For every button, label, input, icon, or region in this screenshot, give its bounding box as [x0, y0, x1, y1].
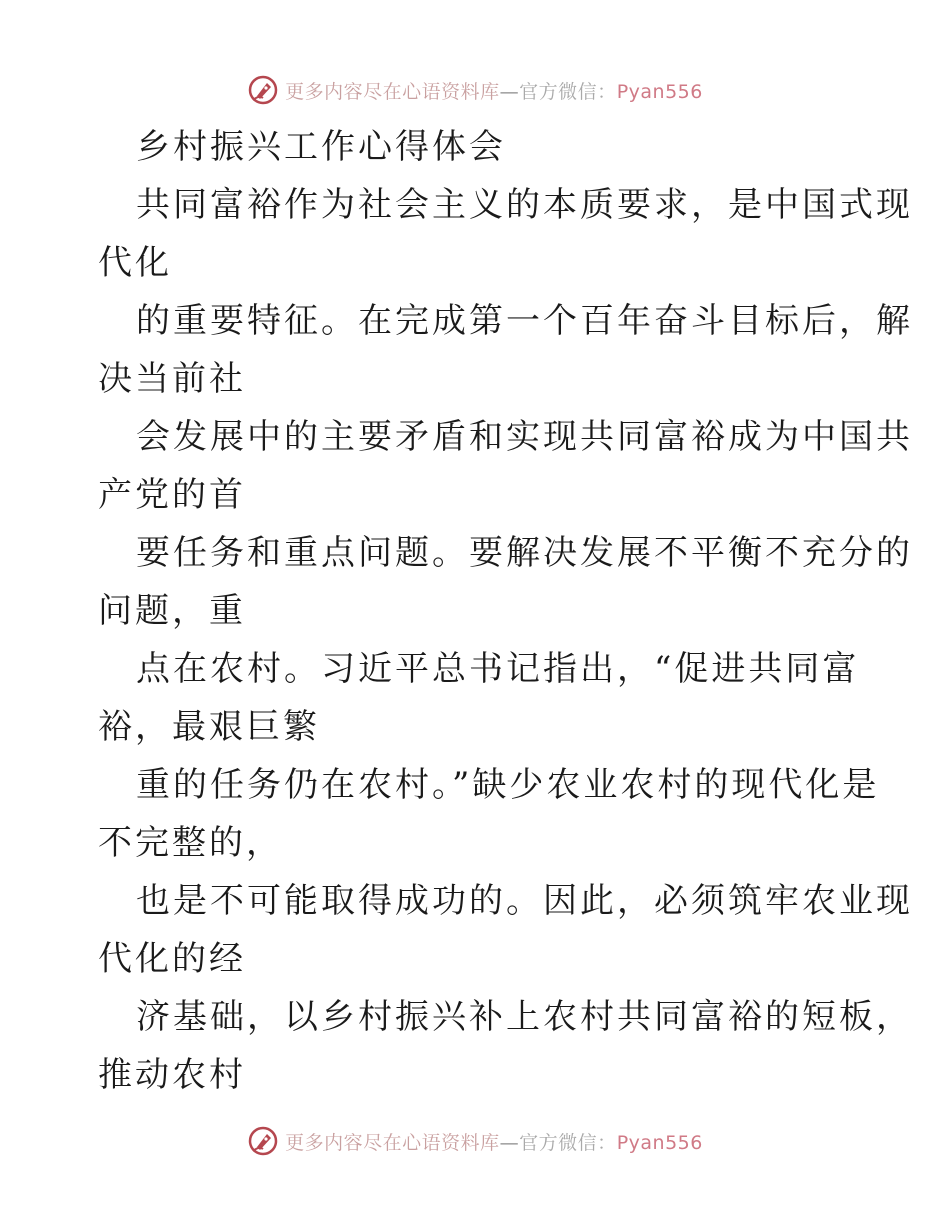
document-body: [98, 118, 913, 1104]
text-line: 的重要特征。在完成第一个百年奋斗目标后，解: [136, 301, 913, 341]
text-line: 代化: [98, 243, 172, 283]
banner-wechat-label: 官方微信：: [519, 80, 617, 103]
header-banner: [0, 70, 950, 110]
text-line: 推动农村: [98, 1055, 246, 1095]
banner-separator: —: [499, 1131, 520, 1154]
text-line: 重的任务仍在农村。”缺少农业农村的现代化是: [136, 765, 880, 805]
text-line: 要任务和重点问题。要解决发展不平衡不充分的: [136, 533, 913, 573]
text-line: 裕，最艰巨繁: [98, 707, 320, 747]
banner-wechat-id: Pyan556: [616, 80, 703, 103]
text-line: 决当前社: [98, 359, 246, 399]
banner-wechat-id: Pyan556: [616, 1131, 703, 1154]
text-line: 产党的首: [98, 475, 246, 515]
text-line: 会发展中的主要矛盾和实现共同富裕成为中国共: [136, 417, 913, 457]
text-line: 代化的经: [98, 939, 246, 979]
text-line: 也是不可能取得成功的。因此，必须筑牢农业现: [136, 881, 913, 921]
document-title: 乡村振兴工作心得体会: [136, 127, 506, 167]
banner-wechat-label: 官方微信：: [519, 1131, 617, 1154]
text-line: 济基础，以乡村振兴补上农村共同富裕的短板，: [136, 997, 913, 1037]
text-line: 问题，重: [98, 591, 246, 631]
banner-site-text: 更多内容尽在心语资料库: [285, 1131, 500, 1154]
footer-banner: [0, 1121, 950, 1161]
text-line: 点在农村。习近平总书记指出，“促进共同富: [136, 649, 860, 689]
pen-nib-logo-icon: [247, 74, 279, 106]
banner-separator: —: [499, 80, 520, 103]
banner-site-text: 更多内容尽在心语资料库: [285, 80, 500, 103]
pen-nib-logo-icon: [247, 1125, 279, 1157]
text-line: 不完整的，: [98, 823, 283, 863]
text-line: 共同富裕作为社会主义的本质要求，是中国式现: [136, 185, 913, 225]
